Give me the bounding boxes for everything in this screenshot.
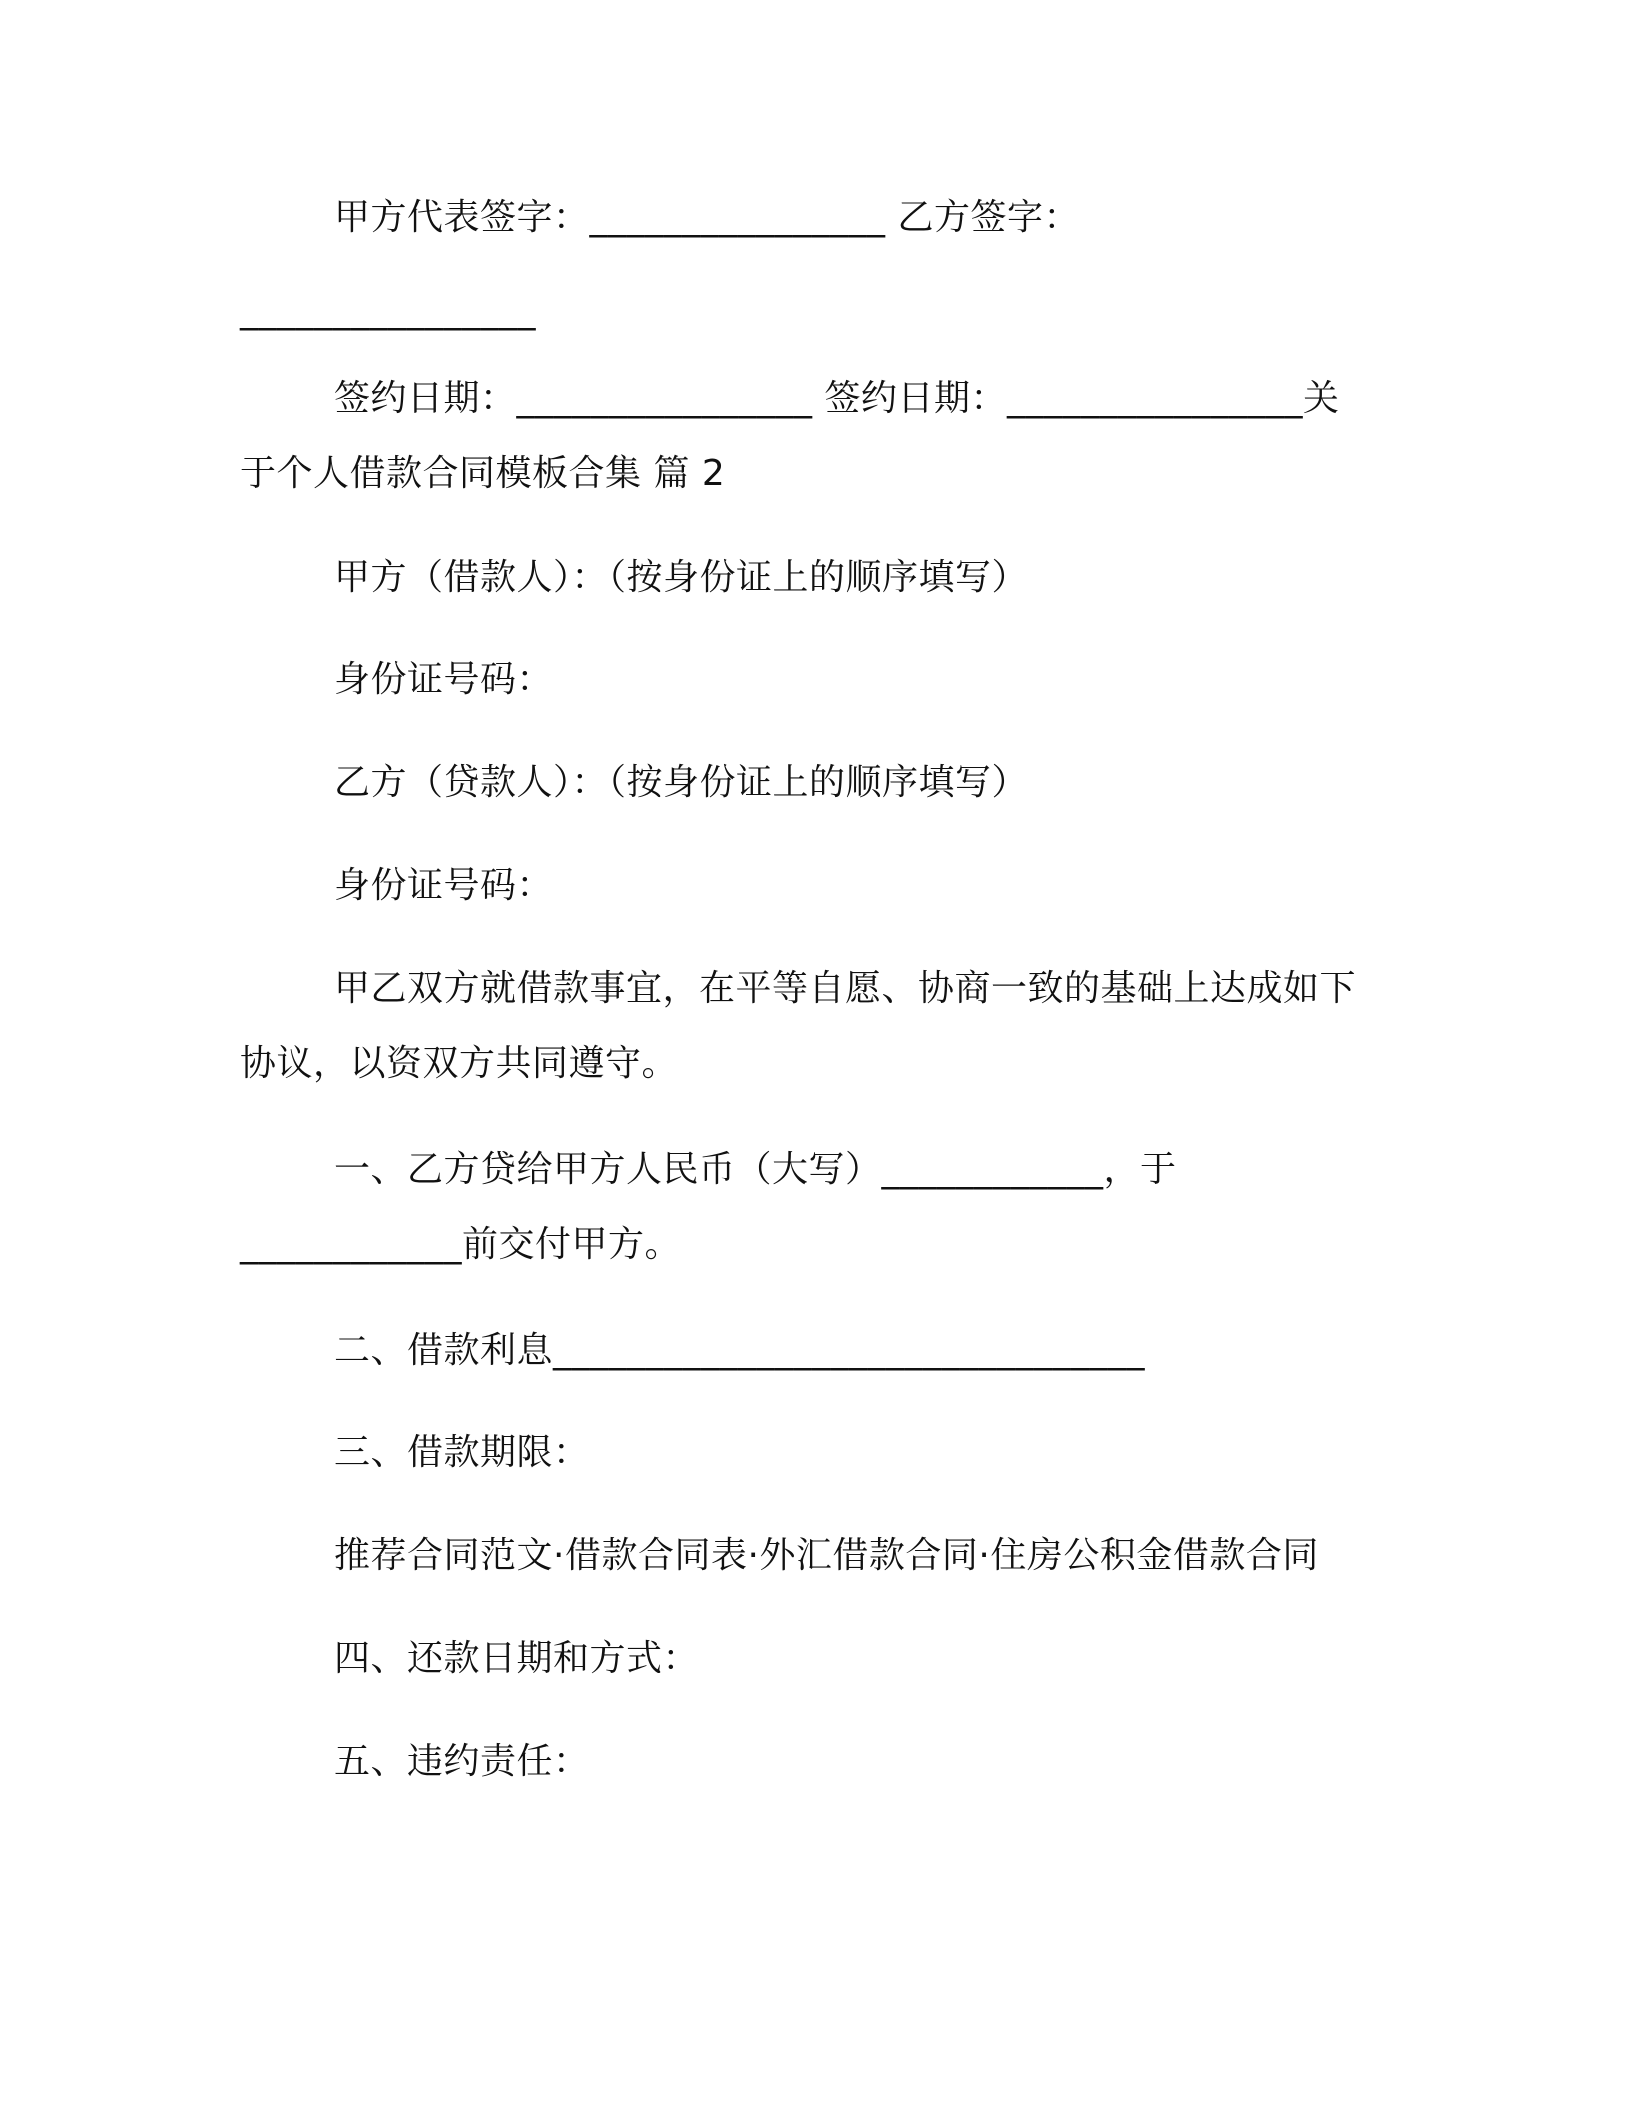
clause-one-line-1: 一、乙方贷给甲方人民币（大写）____________，于: [334, 1149, 1177, 1190]
clause-four-line: 四、还款日期和方式：: [334, 1638, 700, 1679]
clause-two-line: 二、借款利息________________________________: [334, 1330, 1146, 1371]
party-b-line: 乙方（贷款人）：（按身份证上的顺序填写）: [334, 762, 1029, 803]
section-title-line: 于个人借款合同模板合集 篇 2: [240, 453, 726, 494]
recommended-contracts-line: 推荐合同范文·借款合同表·外汇借款合同·住房公积金借款合同: [334, 1535, 1319, 1576]
signature-blank-party-b: ________________: [240, 290, 536, 331]
clause-five-line: 五、违约责任：: [334, 1741, 590, 1782]
party-b-id-line: 身份证号码：: [334, 865, 554, 906]
clause-one-line-2: ____________前交付甲方。: [240, 1224, 682, 1265]
party-a-id-line: 身份证号码：: [334, 659, 554, 700]
agreement-intro-line-2: 协议，以资双方共同遵守。: [240, 1043, 679, 1084]
signature-line-party-a-b: 甲方代表签字：________________ 乙方签字：: [334, 197, 1080, 238]
party-a-line: 甲方（借款人）：（按身份证上的顺序填写）: [334, 557, 1029, 598]
clause-three-line: 三、借款期限：: [334, 1432, 590, 1473]
signing-date-line: 签约日期：________________ 签约日期：________________关: [334, 378, 1340, 419]
agreement-intro-line-1: 甲乙双方就借款事宜，在平等自愿、协商一致的基础上达成如下: [334, 968, 1357, 1009]
